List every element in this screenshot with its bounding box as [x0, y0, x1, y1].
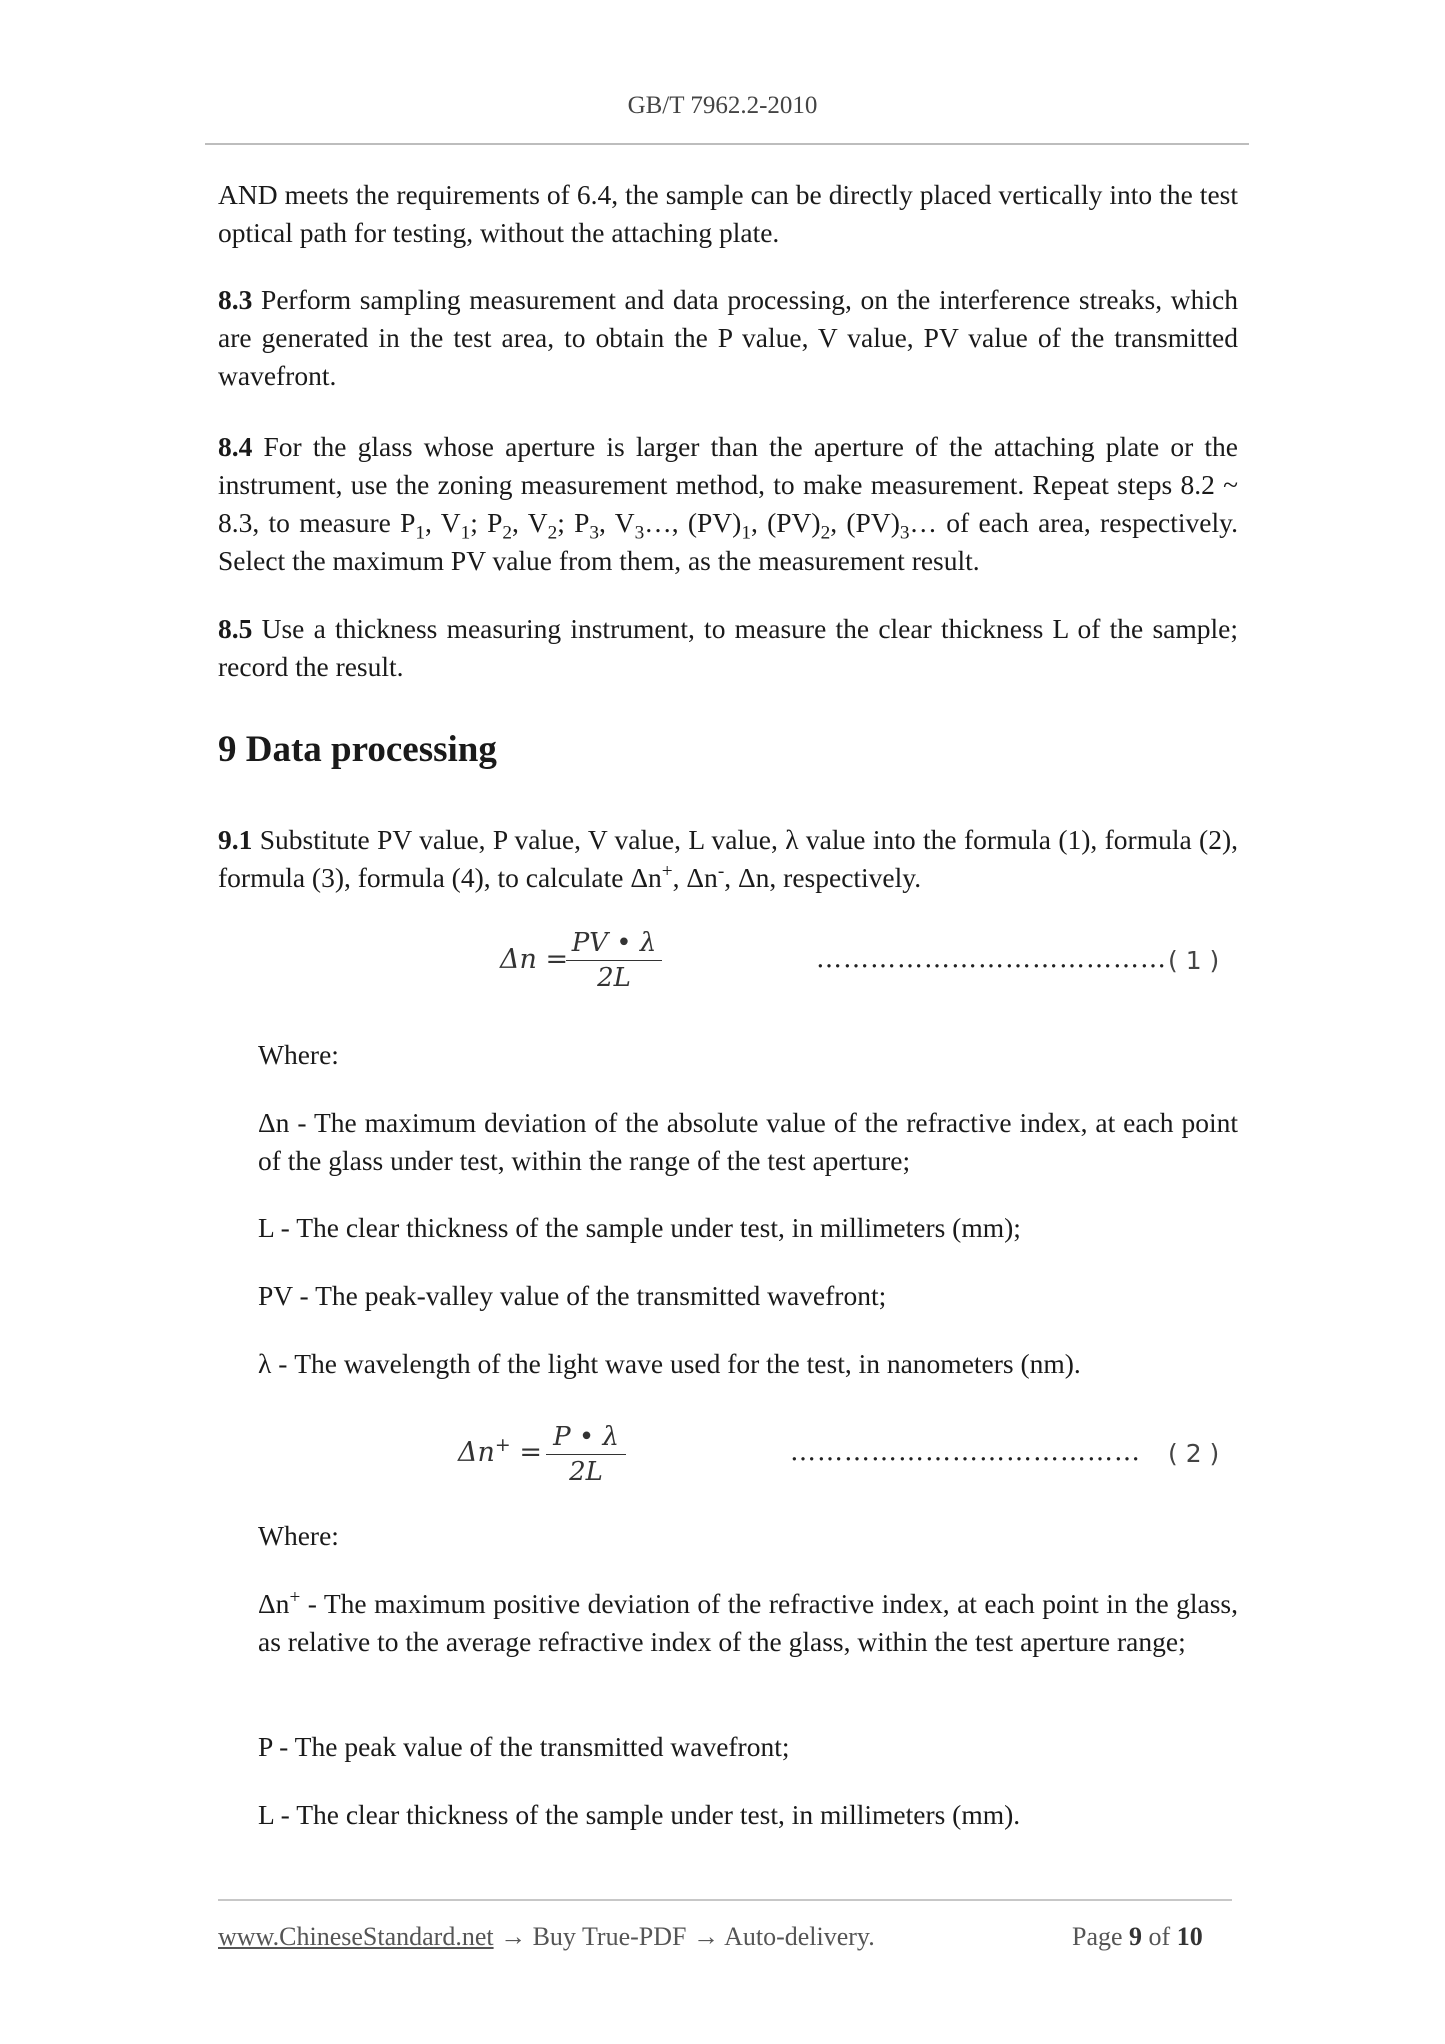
definition-delta-n-plus	[258, 1585, 1238, 1661]
text: ; P	[557, 507, 590, 538]
page-label: Page	[1072, 1922, 1123, 1951]
text: Substitute PV value, P value, V value, L value, λ value into the formula (1), formula (2), formula (3), formula (4), to calculate Δn	[218, 824, 1238, 893]
header-rule	[205, 143, 1249, 145]
website-link[interactable]: www.ChineseStandard.net	[218, 1922, 494, 1951]
formula-2-leader-dots: …………………………………	[790, 1437, 1141, 1467]
paragraph-8-5-text: Use a thickness measuring instrument, to measure the clear thickness L of the sample; record the result.	[218, 613, 1238, 682]
definition-PV: PV - The peak-valley value of the transmitted wavefront;	[258, 1280, 887, 1311]
footer-promo	[218, 1922, 875, 1952]
paragraph-8-5	[218, 610, 1238, 686]
section-heading-data-processing: 9 Data processing	[218, 729, 497, 770]
formula-2-lhs-sup: +	[494, 1434, 511, 1456]
subscript: 1	[415, 522, 426, 544]
subscript: 1	[460, 522, 471, 544]
formula-2-numerator: P • λ	[546, 1422, 626, 1455]
clause-number-8-5: 8.5	[218, 613, 253, 644]
text: … of each area, respectively. Select the maximum PV value from them, as the measurement result.	[218, 507, 1238, 576]
definition-P: P - The peak value of the transmitted wavefront;	[258, 1731, 790, 1762]
of-label: of	[1148, 1922, 1171, 1951]
paragraph-continued: AND meets the requirements of 6.4, the sample can be directly placed vertically into the test optical path for testing, without the attaching plate.	[218, 179, 1238, 248]
formula-1-numerator: PV • λ	[566, 928, 662, 961]
text: For the glass whose aperture is larger than the aperture of the attaching plate or the instrument, use the zoning measurement method, to make measurement. Repeat steps 8.2 ~ 8.3, to measure P	[218, 431, 1238, 538]
subscript: 3	[589, 522, 600, 544]
formula-2-lhs-eq: =	[510, 1437, 542, 1468]
arrow-icon: →	[686, 1922, 725, 1951]
formula-2-fraction	[546, 1422, 626, 1487]
footer-rule	[218, 1899, 1232, 1901]
document-header: GB/T 7962.2-2010	[627, 92, 818, 119]
text: , V	[512, 507, 548, 538]
superscript: +	[289, 1586, 301, 1608]
formula-1-fraction	[566, 928, 662, 993]
subscript: 1	[741, 522, 751, 544]
superscript: +	[661, 860, 673, 882]
text: , (PV)	[750, 507, 821, 538]
text: , V	[425, 507, 461, 538]
page-indicator	[1072, 1922, 1203, 1952]
where-label-2: Where:	[258, 1520, 339, 1551]
superscript: -	[717, 860, 725, 882]
definition-lambda: λ - The wavelength of the light wave used for the test, in nanometers (nm).	[258, 1348, 1081, 1379]
page-total: 10	[1176, 1922, 1203, 1951]
formula-2-number: ( 2 )	[1168, 1439, 1220, 1468]
clause-number-8-3: 8.3	[218, 284, 253, 315]
paragraph-8-3-text: Perform sampling measurement and data processing, on the interference streaks, which are generated in the test area, to obtain the P value, V value, PV value of the transmitted wavefront.	[218, 284, 1238, 391]
paragraph-9-1	[218, 821, 1238, 897]
text: Δn	[258, 1588, 290, 1619]
subscript: 2	[820, 522, 831, 544]
text: , Δn, respectively.	[724, 862, 922, 893]
definition-L-2: L - The clear thickness of the sample under test, in millimeters (mm).	[258, 1799, 1021, 1830]
buy-text: Buy True-PDF	[532, 1922, 687, 1951]
text: , V	[599, 507, 635, 538]
delivery-text: Auto-delivery.	[724, 1922, 875, 1951]
page-number: 9	[1129, 1922, 1143, 1951]
text: - The maximum positive deviation of the refractive index, at each point in the glass, as relative to the average refractive index of the glass, within the test aperture range;	[258, 1588, 1238, 1657]
clause-number-9-1: 9.1	[218, 824, 253, 855]
subscript: 2	[547, 522, 558, 544]
formula-2-denominator: 2L	[569, 1457, 603, 1487]
text: ; P	[470, 507, 503, 538]
formula-1-leader-dots: …………………………………	[816, 944, 1167, 974]
formula-2-lhs-base: Δn	[458, 1437, 495, 1468]
paragraph-8-4	[218, 428, 1238, 580]
text: , Δn	[672, 862, 718, 893]
formula-1-denominator: 2L	[597, 963, 631, 993]
formula-1-lhs: Δn =	[500, 944, 569, 975]
where-label-1: Where:	[258, 1039, 339, 1070]
subscript: 2	[502, 522, 513, 544]
formula-1-number: ( 1 )	[1168, 946, 1220, 975]
formula-2-lhs	[458, 1434, 542, 1468]
definition-L: L - The clear thickness of the sample under test, in millimeters (mm);	[258, 1212, 1021, 1243]
subscript: 3	[634, 522, 645, 544]
text: , (PV)	[830, 507, 900, 538]
subscript: 3	[899, 522, 910, 544]
clause-number-8-4: 8.4	[218, 431, 253, 462]
arrow-icon: →	[493, 1922, 533, 1951]
definition-delta-n: Δn - The maximum deviation of the absolute value of the refractive index, at each point of the glass under test, within the range of the test aperture;	[258, 1107, 1238, 1176]
paragraph-8-3	[218, 281, 1238, 395]
text: …, (PV)	[644, 507, 742, 538]
